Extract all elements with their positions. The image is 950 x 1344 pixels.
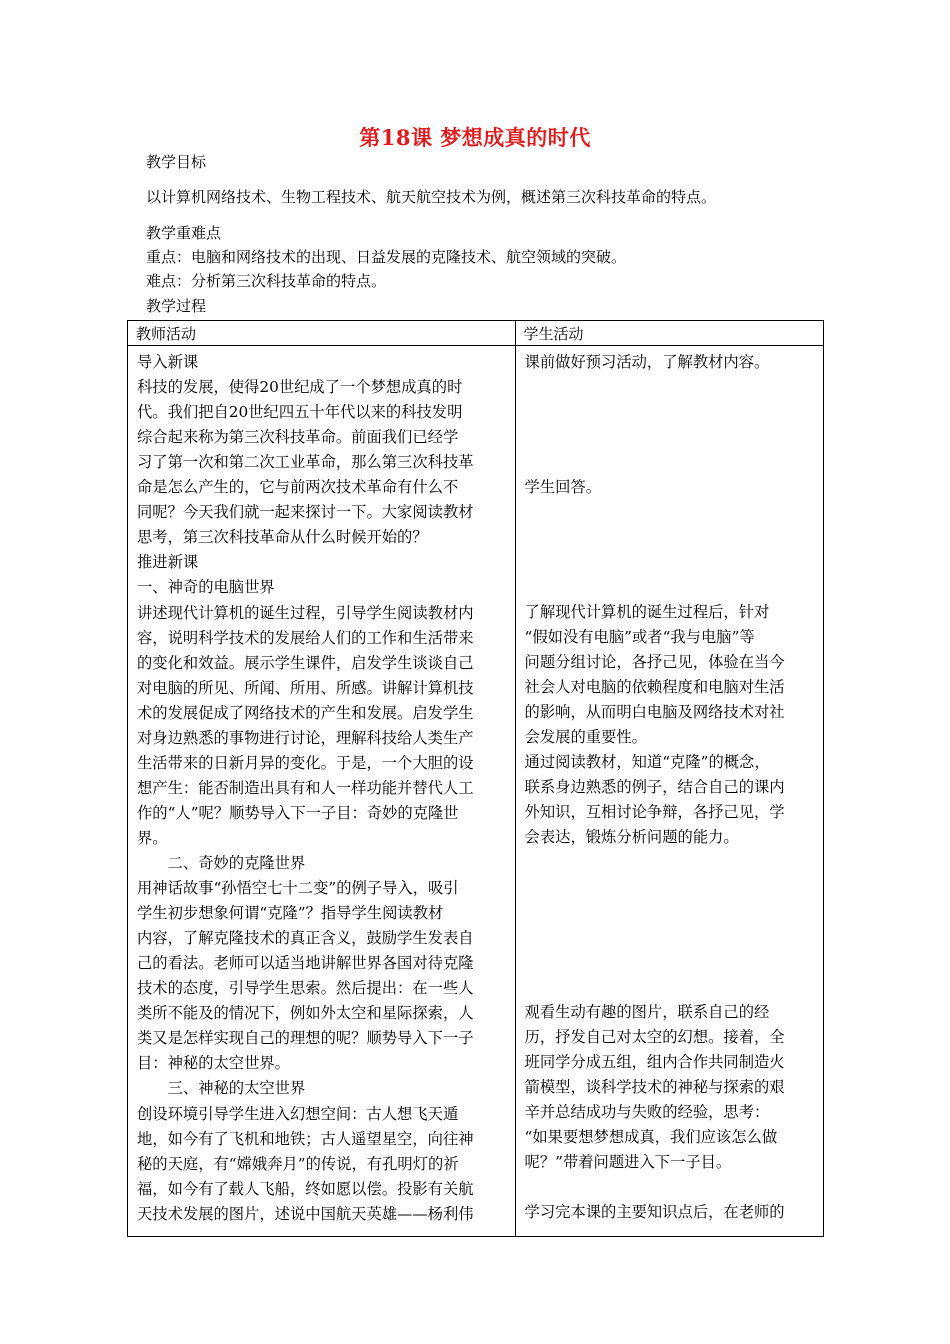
- teacher-line: 命是怎么产生的，它与前两次技术革命有什么不: [137, 478, 459, 497]
- student-line: 问题分组讨论，各抒己见，体验在当今: [524, 653, 785, 671]
- teacher-line: 对身边熟悉的事物进行讨论，理解科技给人类生产: [137, 728, 474, 747]
- student-line: 联系身边熟悉的例子，结合自己的课内: [524, 778, 785, 796]
- teacher-line: 目：神秘的太空世界。: [137, 1054, 290, 1073]
- student-line: 学生回答。: [524, 478, 602, 496]
- student-line: 历，抒发自己对太空的幻想。接着，全: [524, 1028, 785, 1046]
- teaching-process-table: [127, 320, 824, 1237]
- student-line: 班同学分成五组，组内合作共同制造火: [524, 1053, 785, 1071]
- student-activity-header-cell: [515, 321, 823, 346]
- teacher-line: 二、奇妙的克隆世界: [137, 854, 306, 872]
- student-line: 的影响，从而明白电脑及网络技术对社: [524, 703, 785, 721]
- objectives-heading: 教学目标: [146, 153, 207, 171]
- student-line: 课前做好预习活动，了解教材内容。: [524, 353, 770, 371]
- focus-text: 重点：电脑和网络技术的出现、日益发展的克隆技术、航空领域的突破。: [146, 248, 627, 266]
- teacher-line: 想产生：能否制造出具有和人一样功能并替代人工: [137, 778, 474, 797]
- teacher-line: 一、神奇的电脑世界: [137, 578, 275, 597]
- teacher-line: 秘的天庭，有“嫦娥奔月”的传说，有孔明灯的祈: [137, 1154, 459, 1173]
- teacher-line: 容，说明科学技术的发展给人们的工作和生活带来: [137, 628, 474, 647]
- teacher-line: 天技术发展的图片，述说中国航天英雄——杨利伟: [137, 1204, 474, 1223]
- student-line: 辛并总结成功与失败的经验，思考：: [524, 1103, 770, 1121]
- teacher-line: 推进新课: [137, 553, 199, 572]
- teacher-line: 术的发展促成了网络技术的产生和发展。启发学生: [137, 703, 474, 722]
- student-line: 学习完本课的主要知识点后，在老师的: [524, 1203, 785, 1221]
- student-line: 观看生动有趣的图片，联系自己的经: [524, 1003, 770, 1021]
- student-activity-cell: [515, 346, 823, 1237]
- teacher-line: 思考，第三次科技革命从什么时候开始的？: [137, 528, 428, 547]
- student-line: 了解现代计算机的诞生过程后，针对: [524, 603, 770, 621]
- teacher-line: 导入新课: [137, 353, 199, 371]
- teacher-line: 作的“人”呢？顺势导入下一子目：奇妙的克隆世: [137, 803, 459, 822]
- teacher-line: 习了第一次和第二次工业革命，那么第三次科技革: [137, 453, 474, 472]
- teacher-line: 对电脑的所见、所闻、所用、所感。讲解计算机技: [137, 678, 474, 697]
- teacher-line: 福，如今有了载人飞船，终如愿以偿。投影有关航: [137, 1179, 474, 1198]
- teacher-line: 类所不能及的情况下，例如外太空和星际探索，人: [137, 1004, 474, 1023]
- teacher-line: 地，如今有了飞机和地铁；古人遥望星空，向往神: [137, 1129, 474, 1148]
- difficulty-text: 难点：分析第三次科技革命的特点。: [146, 272, 387, 290]
- teacher-line: 用神话故事“孙悟空七十二变”的例子导入，吸引: [137, 879, 459, 898]
- teacher-line: 创设环境引导学生进入幻想空间：古人想飞天遁: [137, 1104, 459, 1123]
- teacher-line: 代。我们把自20世纪四五十年代以来的科技发明: [137, 403, 463, 422]
- teacher-line: 的变化和效益。展示学生课件，启发学生谈谈自己: [137, 653, 474, 672]
- student-line: 呢？”带着问题进入下一子目。: [524, 1153, 732, 1171]
- teacher-line: 科技的发展，使得20世纪成了一个梦想成真的时: [137, 378, 463, 397]
- teacher-line: 界。: [137, 828, 168, 847]
- student-line: 外知识，互相讨论争辩，各抒己见，学: [524, 803, 785, 821]
- key-points-heading: 教学重难点: [146, 224, 222, 242]
- student-line: 箭模型，谈科学技术的神秘与探索的艰: [524, 1078, 785, 1096]
- teacher-line: 类又是怎样实现自己的理想的呢？顺势导入下一子: [137, 1029, 474, 1048]
- teacher-line: 同呢？今天我们就一起来探讨一下。大家阅读教材: [137, 503, 474, 522]
- student-line: “假如没有电脑”或者“我与电脑”等: [524, 628, 755, 646]
- student-line: 会发展的重要性。: [524, 728, 647, 746]
- teacher-line: 讲述现代计算机的诞生过程，引导学生阅读教材内: [137, 603, 474, 622]
- teacher-activity-header: 教师活动: [136, 325, 197, 343]
- student-activity-header: 学生活动: [523, 325, 584, 343]
- teacher-activity-header-cell: [128, 321, 516, 346]
- teacher-line: 三、神秘的太空世界: [137, 1079, 306, 1098]
- student-line: “如果要想梦想成真，我们应该怎么做: [524, 1128, 778, 1146]
- student-line: 社会人对电脑的依赖程度和电脑对生活: [524, 678, 785, 696]
- teacher-line: 内容，了解克隆技术的真正含义，鼓励学生发表自: [137, 929, 474, 948]
- teacher-activity-cell: [128, 346, 516, 1237]
- teacher-line: 技术的态度，引导学生思索。然后提出：在一些人: [137, 979, 474, 998]
- process-heading: 教学过程: [146, 297, 207, 315]
- student-line: 通过阅读教材，知道“克隆”的概念，: [524, 753, 770, 771]
- teacher-line: 生活带来的日新月异的变化。于是，一个大胆的设: [137, 753, 474, 772]
- teacher-line: 综合起来称为第三次科技革命。前面我们已经学: [137, 428, 459, 447]
- page-title: 第18课 梦想成真的时代: [359, 125, 591, 150]
- student-line: 会表达，锻炼分析问题的能力。: [524, 828, 739, 846]
- teacher-line: 己的看法。老师可以适当地讲解世界各国对待克隆: [137, 954, 474, 973]
- teacher-line: 学生初步想象何谓“克隆”？指导学生阅读教材: [137, 904, 444, 923]
- objectives-text: 以计算机网络技术、生物工程技术、航天航空技术为例，概述第三次科技革命的特点。: [146, 188, 717, 206]
